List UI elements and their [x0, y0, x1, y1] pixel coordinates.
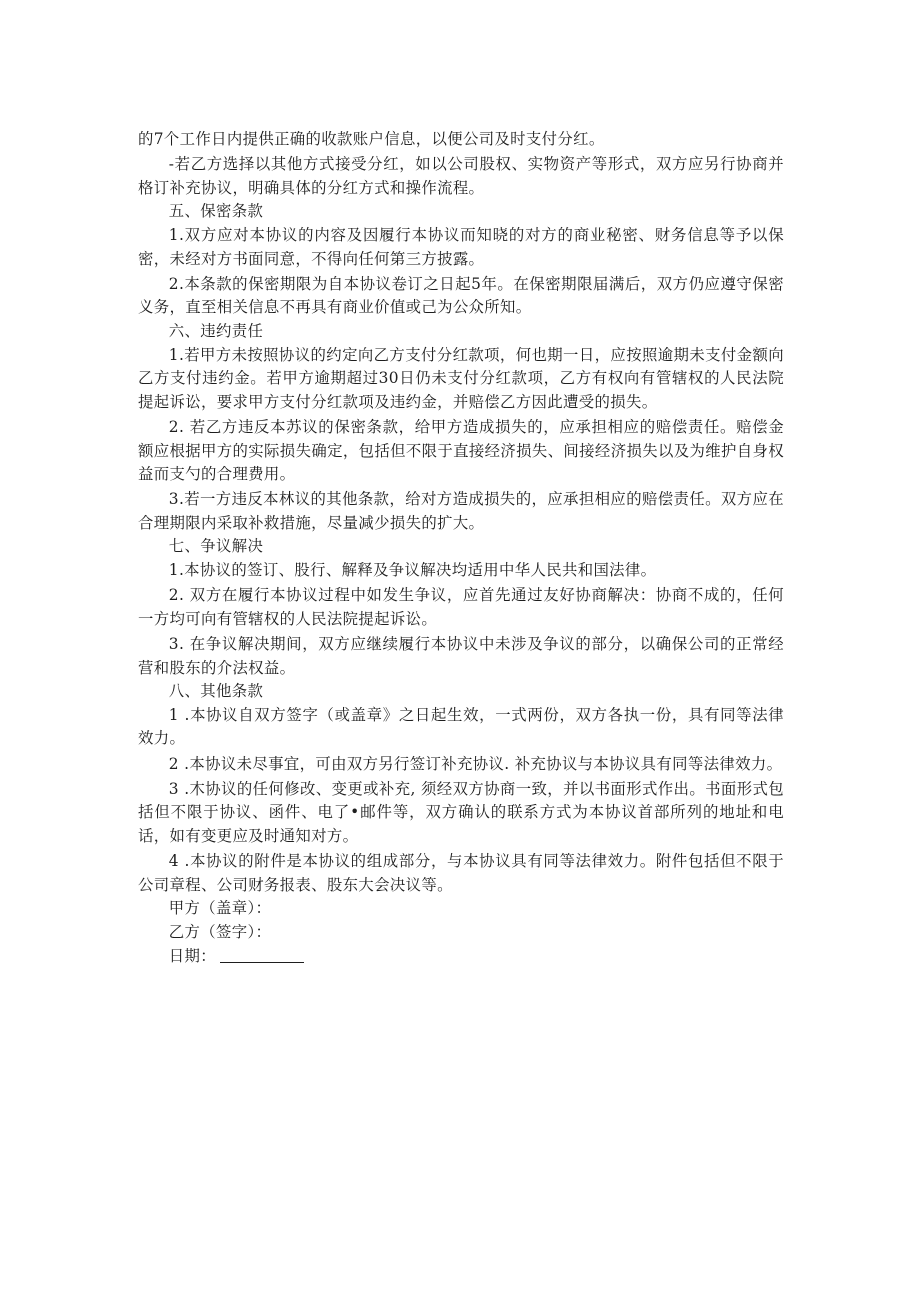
paragraph-confidentiality-1: 1.双方应对本协议的内容及因履行本协议而知晓的对方的商业秘密、财务信息等予以保密，未经对方书面同意，不得向任何第三方披露。: [138, 225, 784, 268]
section-heading-dispute: 七、争议解决: [168, 537, 264, 556]
date-blank-line: [220, 946, 304, 963]
signature-party-a: 甲方（盖章）：: [168, 899, 272, 918]
paragraph-other-1: 1 .本协议自双方签字（或盖章》之日起生效，一式两份，双方各执一份，具有同等法律效力。: [138, 705, 784, 748]
date-label: 日期：: [168, 946, 217, 965]
paragraph-liability-3: 3.若一方违反本林议的其他条款，给对方造成损失的，应承担相应的赔偿责任。双方应在合理期限内采取补救措施，尽量减少损失的扩大。: [138, 490, 784, 532]
paragraph-dispute-1: 1.本协议的签订、股行、解释及争议解决均适用中华人民共和国法律。: [168, 561, 657, 580]
paragraph-confidentiality-2: 2.本条款的保密期限为自本协议卷订之日起5年。在保密期限届满后，双方仍应遵守保密义务，直至相关信息不再具有商业价值或己为公众所知。: [138, 274, 784, 317]
paragraph-liability-2: 2. 若乙方违反本苏议的保密条款，给甲方造成损失的，应承担相应的赔偿责任。赔偿金额应根据甲方的实际损失确定，包括但不限于直接经济损失、间接经济损失以及为维护自身权益而支勺的合理费用。: [138, 417, 784, 484]
document-page: [138, 128, 784, 968]
section-heading-confidentiality: 五、保密条款: [168, 202, 264, 221]
paragraph-dispute-3: 3. 在争议解决期间，双方应继续履行本协议中未涉及争议的部分，以确保公司的正常经营和股东的介法权益。: [138, 635, 784, 677]
signature-date: [138, 945, 784, 969]
paragraph-other-2: 2 .本协议未尽事宜，可由双方另行签订补充协议. 补充协议与本协议具有同等法律效力。: [168, 754, 783, 773]
paragraph-continuation: 的7个工作日内提供正确的收款账户信息，以便公司及时支付分红。: [138, 130, 605, 148]
paragraph-liability-1: 1.若甲方未按照协议的约定向乙方支付分红款项，何也期一日，应按照逾期未支付金额向乙方支付违约金。若甲方逾期超过30日仍未支付分红款项，乙方有权向有管辖权的人民法院提起诉讼，要求甲方支付分红款项及违约金，并赔偿乙方因此遭受的损失。: [138, 345, 784, 411]
paragraph-dispute-2: 2. 双方在履行本协议过程中如发生争议，应首先通过友好协商解决：协商不成的，任何一方均可向有管辖权的人民法院提起诉讼。: [138, 586, 784, 628]
signature-party-b: 乙方（签字）：: [168, 922, 272, 941]
section-heading-other: 八、其他条款: [168, 682, 264, 701]
paragraph-dividend-other-methods: -若乙方选择以其他方式接受分红，如以公司股权、实物资产等形式，双方应另行协商并格订补充协议，明确具体的分红方式和操作流程。: [138, 155, 784, 197]
paragraph-other-4: 4 .本协议的附件是本协议的组成部分，与本协议具有同等法律效力。附件包括但不限于公司章程、公司财务报表、股东大会决议等。: [138, 852, 784, 894]
paragraph-other-3: 3 .木协议的任何修改、变更或补充, 须经双方协商一致，并以书面形式作出。书面形式包括但不限于协议、函件、电了•邮件等，双方确认的联系方式为本协议首部所列的地址和电话，如有变更应及时通知对方。: [138, 779, 784, 845]
section-heading-liability: 六、违约责任: [168, 321, 264, 340]
